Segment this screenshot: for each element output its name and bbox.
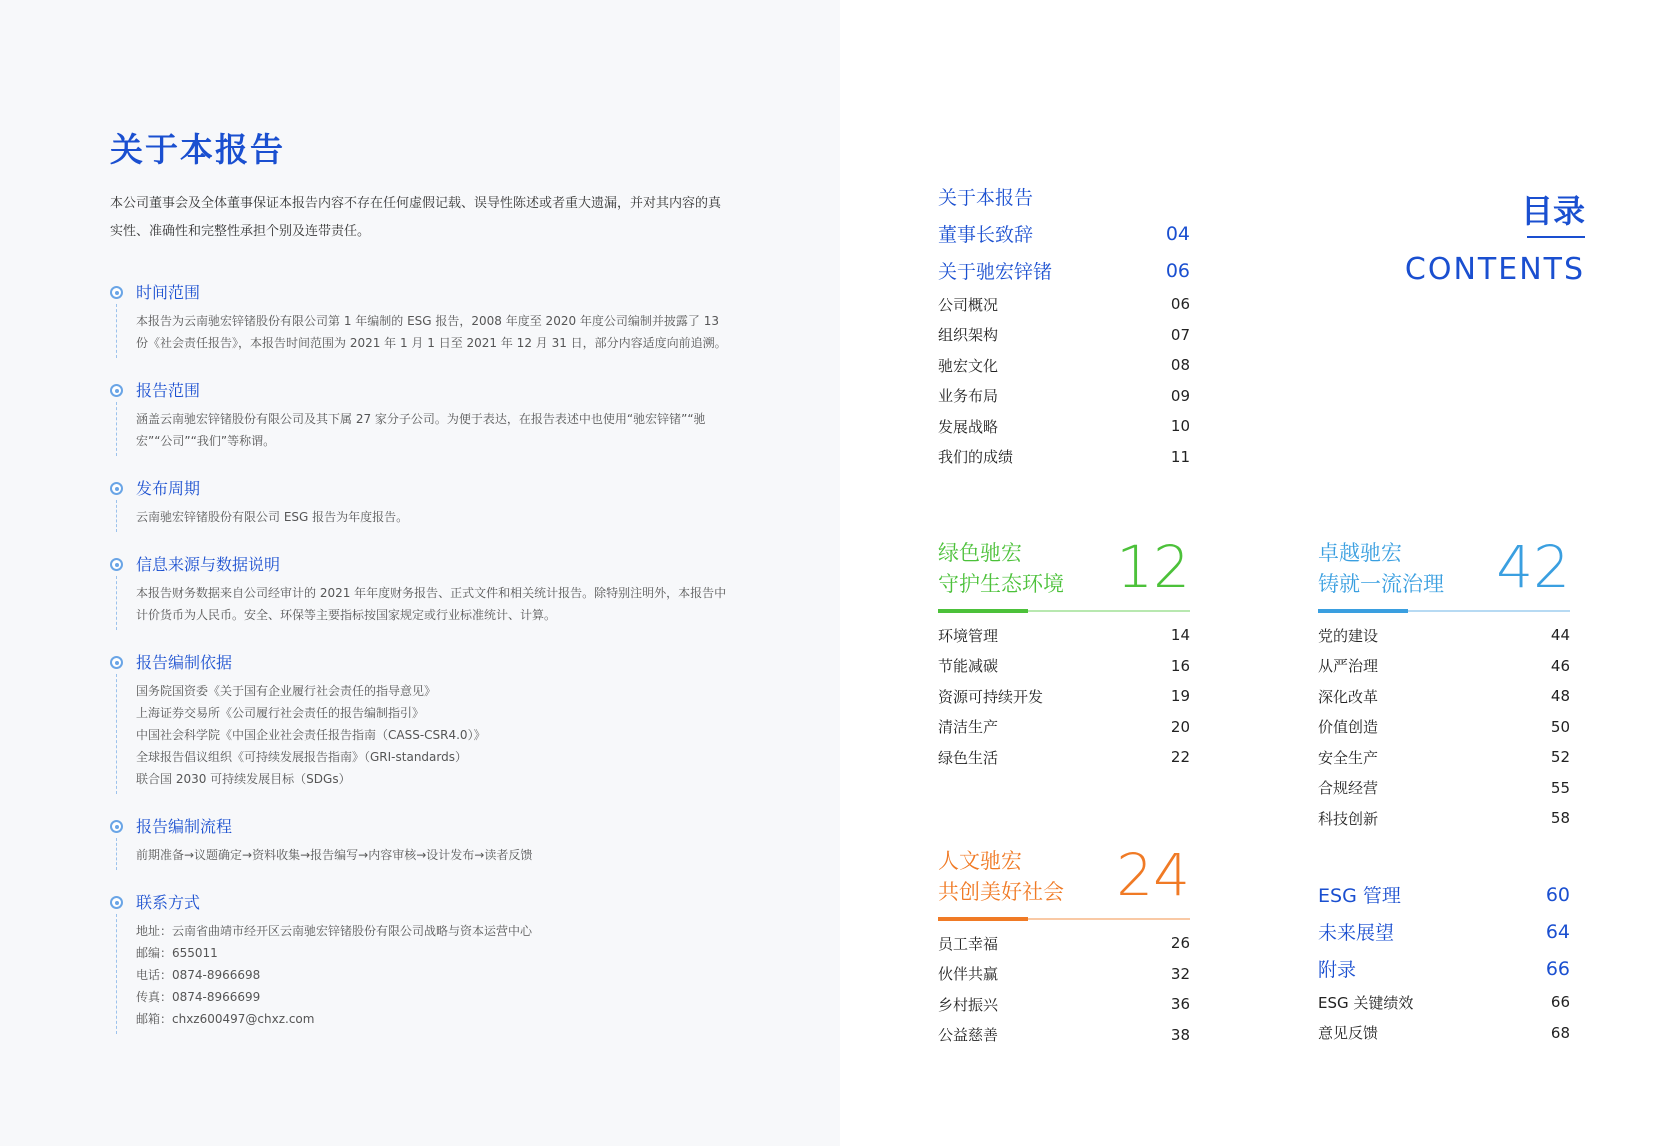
toc-entry-label: 我们的成绩 (938, 448, 1014, 467)
section-timeline (116, 674, 117, 794)
toc-entry-label: 清洁生产 (938, 718, 999, 737)
toc-entry-label: 环境管理 (938, 626, 999, 645)
toc-entry[interactable] (938, 442, 1190, 473)
toc-entry[interactable] (938, 381, 1190, 412)
toc-group-green (938, 533, 1190, 773)
section-title: 信息来源与数据说明 (136, 555, 281, 574)
about-sections (110, 282, 730, 1030)
about-section (110, 380, 730, 452)
section-text: 中国社会科学院《中国企业社会责任报告指南（CASS-CSR4.0）》 (136, 728, 486, 742)
group-title (1318, 538, 1444, 600)
toc-group-governance (1318, 533, 1570, 834)
group-divider-accent (938, 609, 1028, 613)
toc-entry-label: 未来展望 (1318, 922, 1395, 944)
toc-entry[interactable] (938, 178, 1190, 215)
group-divider (938, 918, 1190, 920)
toc-group-society (938, 841, 1190, 1050)
toc-entry[interactable] (1318, 742, 1570, 773)
group-title-line2: 铸就一流治理 (1318, 572, 1444, 596)
toc-entry-label: 节能减碳 (938, 657, 999, 676)
toc-entry[interactable] (1318, 681, 1570, 712)
toc-entry-label: 关于驰宏锌锗 (938, 261, 1053, 283)
toc-entry-label: 业务布局 (938, 387, 999, 406)
toc-entry-page: 22 (1170, 748, 1190, 767)
toc-entry-page: 06 (1165, 259, 1190, 282)
section-marker-icon (110, 820, 123, 833)
toc-entry-label: 绿色生活 (938, 748, 999, 767)
toc-entry[interactable] (938, 320, 1190, 351)
group-title-line2: 共创美好社会 (938, 880, 1064, 904)
section-text: 传真：0874-8966699 (136, 990, 261, 1004)
toc-entry[interactable] (1318, 876, 1570, 913)
toc-first-block (938, 178, 1190, 472)
toc-entry-label: 公益慈善 (938, 1026, 999, 1045)
toc-entry-label: 合规经营 (1318, 779, 1379, 798)
section-timeline (116, 838, 117, 870)
group-title-line1: 人文驰宏 (938, 849, 1022, 873)
toc-entry[interactable] (938, 681, 1190, 712)
about-section (110, 554, 730, 626)
toc-entry-page: 07 (1170, 325, 1190, 344)
section-text: 云南驰宏锌锗股份有限公司 ESG 报告为年度报告。 (136, 510, 409, 524)
toc-entry-page: 55 (1550, 778, 1570, 797)
toc-entry-label: 资源可持续开发 (938, 687, 1044, 706)
section-title: 时间范围 (136, 283, 201, 302)
toc-entry[interactable] (1318, 620, 1570, 651)
toc-entry-page: 10 (1170, 417, 1190, 436)
toc-entry-page: 04 (1165, 222, 1190, 245)
toc-entry-label: ESG 管理 (1318, 885, 1401, 907)
toc-entry[interactable] (938, 350, 1190, 381)
toc-entry-label: 公司概况 (938, 295, 999, 314)
about-section (110, 478, 730, 528)
section-marker-icon (110, 896, 123, 909)
section-marker-icon (110, 482, 123, 495)
toc-entry-label: 意见反馈 (1318, 1024, 1379, 1043)
toc-entry[interactable] (938, 742, 1190, 773)
section-title: 联系方式 (136, 893, 201, 912)
toc-entry[interactable] (1318, 950, 1570, 987)
toc-entry-label: 组织架构 (938, 326, 999, 345)
toc-entry-page: 58 (1550, 809, 1570, 828)
section-title: 报告编制流程 (136, 817, 233, 836)
contents-title: 目录 (1520, 192, 1585, 230)
toc-entry-label: 董事长致辞 (938, 224, 1034, 246)
section-text: 本报告财务数据来自公司经审计的 2021 年年度财务报告、正式文件和相关统计报告。除特别注明外，本报告中计价货币为人民币。安全、环保等主要指标按国家规定或行业标准统计、计算。 (136, 586, 727, 622)
toc-entry[interactable] (938, 620, 1190, 651)
section-text: 电话：0874-8966698 (136, 968, 261, 982)
toc-entry-page: 32 (1170, 964, 1190, 983)
toc-entry-page: 48 (1550, 687, 1570, 706)
section-marker-icon (110, 384, 123, 397)
toc-entry-page: 38 (1170, 1025, 1190, 1044)
section-text: 涵盖云南驰宏锌锗股份有限公司及其下属 27 家分子公司。为便于表达，在报告表述中也使用“驰宏锌锗”“驰宏”“公司”“我们”等称谓。 (136, 412, 706, 448)
toc-entry-label: 关于本报告 (938, 187, 1034, 209)
toc-entry[interactable] (938, 252, 1190, 289)
toc-entry-page: 68 (1550, 1023, 1570, 1042)
group-page-number: 24 (1116, 841, 1190, 909)
section-text: 联合国 2030 可持续发展目标（SDGs） (136, 772, 351, 786)
group-page-number: 42 (1496, 533, 1570, 601)
group-divider (938, 610, 1190, 612)
group-page-number: 12 (1116, 533, 1190, 601)
section-title: 报告编制依据 (136, 653, 233, 672)
about-section (110, 892, 730, 1030)
section-text: 上海证券交易所《公司履行社会责任的报告编制指引》 (136, 706, 425, 720)
about-section (110, 816, 730, 866)
toc-entry-label: 员工幸福 (938, 934, 999, 953)
about-section (110, 652, 730, 790)
group-title-line2: 守护生态环境 (938, 572, 1064, 596)
group-title-line1: 绿色驰宏 (938, 541, 1022, 565)
toc-entry-label: 价值创造 (1318, 718, 1379, 737)
about-section (110, 282, 730, 354)
section-timeline (116, 500, 117, 532)
toc-entry-page: 16 (1170, 656, 1190, 675)
right-page (840, 0, 1677, 1146)
toc-entry-page: 26 (1170, 934, 1190, 953)
toc-entry-page: 06 (1170, 295, 1190, 314)
toc-entry[interactable] (938, 989, 1190, 1020)
toc-entry-label: 科技创新 (1318, 809, 1379, 828)
toc-entry-page: 14 (1170, 626, 1190, 645)
toc-entry-label: 驰宏文化 (938, 356, 999, 375)
toc-entry-label: ESG 关键绩效 (1318, 993, 1414, 1012)
toc-entry-page: 52 (1550, 748, 1570, 767)
section-timeline (116, 914, 117, 1034)
group-divider-accent (1318, 609, 1408, 613)
toc-entry[interactable] (938, 215, 1190, 252)
toc-entry[interactable] (938, 1020, 1190, 1051)
section-text: 全球报告倡议组织《可持续发展报告指南》（GRI-standards） (136, 750, 467, 764)
group-divider (1318, 610, 1570, 612)
toc-entry[interactable] (938, 959, 1190, 990)
section-timeline (116, 304, 117, 358)
group-title-line1: 卓越驰宏 (1318, 541, 1402, 565)
contents-title-rule (1527, 236, 1585, 238)
toc-entry-label: 深化改革 (1318, 687, 1379, 706)
toc-entry-page: 66 (1545, 957, 1570, 980)
toc-entry-page: 60 (1545, 883, 1570, 906)
toc-last-block (1318, 876, 1570, 1048)
toc-entry-page: 19 (1170, 687, 1190, 706)
section-title: 发布周期 (136, 479, 201, 498)
toc-entry[interactable] (1318, 913, 1570, 950)
section-timeline (116, 402, 117, 456)
toc-entry[interactable] (938, 651, 1190, 682)
section-text: 邮箱：chxz600497@chxz.com (136, 1012, 315, 1026)
toc-entry[interactable] (938, 928, 1190, 959)
toc-entry[interactable] (1318, 1018, 1570, 1049)
toc-entry-page: 44 (1550, 626, 1570, 645)
toc-entry[interactable] (1318, 803, 1570, 834)
toc-entry[interactable] (1318, 712, 1570, 743)
toc-entry[interactable] (938, 411, 1190, 442)
toc-entry-page: 09 (1170, 386, 1190, 405)
toc-entry-page: 11 (1170, 447, 1190, 466)
section-marker-icon (110, 656, 123, 669)
about-title: 关于本报告 (110, 130, 285, 169)
group-header (938, 841, 1190, 918)
group-title (938, 538, 1064, 600)
section-marker-icon (110, 558, 123, 571)
toc-entry[interactable] (1318, 773, 1570, 804)
section-timeline (116, 576, 117, 630)
section-title: 报告范围 (136, 381, 201, 400)
about-intro: 本公司董事会及全体董事保证本报告内容不存在任何虚假记载、误导性陈述或者重大遗漏，并对其内容的真实性、准确性和完整性承担个别及连带责任。 (110, 196, 722, 239)
toc-entry-page: 08 (1170, 356, 1190, 375)
toc-entry-page: 50 (1550, 717, 1570, 736)
section-text: 国务院国资委《关于国有企业履行社会责任的指导意见》 (136, 684, 437, 698)
section-text: 邮编：655011 (136, 946, 218, 960)
toc-entry-page: 46 (1550, 656, 1570, 675)
group-header (938, 533, 1190, 610)
toc-entry-page: 64 (1545, 920, 1570, 943)
toc-entry-label: 从严治理 (1318, 657, 1379, 676)
toc-entry-page: 36 (1170, 995, 1190, 1014)
toc-entry[interactable] (938, 712, 1190, 743)
toc-entry-label: 附录 (1318, 959, 1357, 981)
toc-entry[interactable] (1318, 651, 1570, 682)
toc-entry-page: 66 (1550, 993, 1570, 1012)
toc-entry-label: 乡村振兴 (938, 995, 999, 1014)
toc-entry-label: 发展战略 (938, 417, 999, 436)
section-text: 地址：云南省曲靖市经开区云南驰宏锌锗股份有限公司战略与资本运营中心 (136, 924, 533, 938)
group-header (1318, 533, 1570, 610)
section-text: 前期准备→议题确定→资料收集→报告编写→内容审核→设计发布→读者反馈 (136, 848, 533, 862)
group-title (938, 846, 1064, 908)
contents-subtitle: CONTENTS (1404, 252, 1585, 287)
toc-entry-page: 20 (1170, 717, 1190, 736)
section-text: 本报告为云南驰宏锌锗股份有限公司第 1 年编制的 ESG 报告，2008 年度至 2020 年度公司编制并披露了 13 份《社会责任报告》，本报告时间范围为 2021 年 1 月 1 日至 2021 年 12 月 31 日，部分内容适度向前追溯。 (136, 314, 727, 350)
toc-entry-label: 安全生产 (1318, 748, 1379, 767)
toc-entry-label: 党的建设 (1318, 626, 1379, 645)
toc-entry-label: 伙伴共赢 (938, 965, 999, 984)
group-divider-accent (938, 917, 1028, 921)
toc-entry[interactable] (1318, 987, 1570, 1018)
toc-entry[interactable] (938, 289, 1190, 320)
section-marker-icon (110, 286, 123, 299)
